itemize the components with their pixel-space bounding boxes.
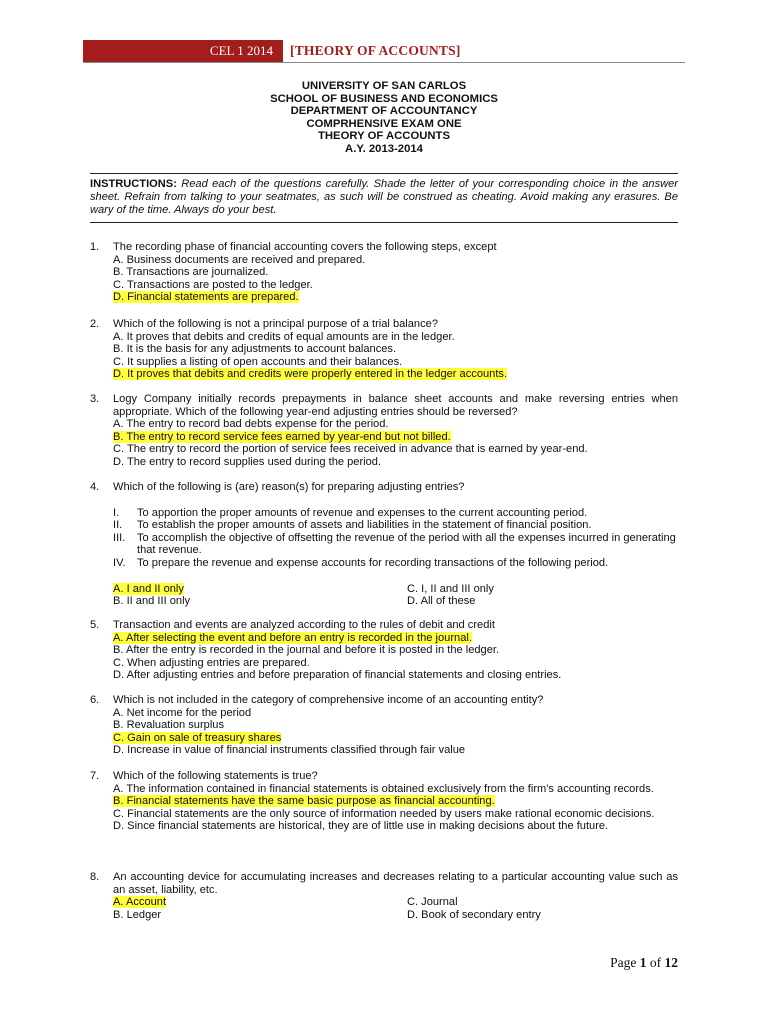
option-a: A. Net income for the period bbox=[113, 706, 252, 719]
options-grid bbox=[113, 896, 678, 921]
question-number: 7. bbox=[90, 770, 100, 782]
question-2 bbox=[90, 318, 678, 381]
list-item: II. To establish the proper amounts of assets and liabilities in the statement of financial position. bbox=[113, 519, 592, 532]
option-b: B. It is the basis for any adjustments to account balances. bbox=[113, 343, 397, 356]
question-number: 2. bbox=[90, 318, 100, 330]
question-7 bbox=[90, 770, 678, 833]
option-b-answer: B. The entry to record service fees earned by year-end but not billed. bbox=[113, 430, 451, 443]
option-a: A. The information contained in financial statements is obtained exclusively from the firm's accounting records. bbox=[113, 782, 654, 795]
question-text: Logy Company initially records prepayments in balance sheet accounts and make reversing entries when appropriate. Which of the following year-end adjusting entries should be reversed? bbox=[113, 393, 678, 418]
option-a-answer: A. I and II only bbox=[113, 582, 184, 595]
page-header bbox=[83, 40, 685, 63]
option-b: B. Ledger bbox=[113, 908, 162, 921]
option-b: B. After the entry is recorded in the journal and before it is posted in the ledger. bbox=[113, 644, 500, 657]
question-number: 5. bbox=[90, 619, 100, 631]
instructions-label: INSTRUCTIONS bbox=[90, 178, 174, 190]
option-c: C. When adjusting entries are prepared. bbox=[113, 656, 310, 669]
option-c: C. Financial statements are the only source of information needed by users make rational economic decisions. bbox=[113, 807, 655, 820]
option-d: D. All of these bbox=[407, 595, 476, 608]
list-item: IV. To prepare the revenue and expense accounts for recording transactions of the following period. bbox=[113, 556, 609, 569]
exam-title-block bbox=[0, 80, 768, 155]
option-b-answer: B. Financial statements have the same basic purpose as financial accounting. bbox=[113, 795, 495, 808]
header-title: [THEORY OF ACCOUNTS] bbox=[290, 43, 461, 58]
option-a-answer: A. Account bbox=[113, 896, 167, 909]
question-8 bbox=[90, 871, 678, 921]
question-number: 8. bbox=[90, 871, 100, 883]
list-item: I. To apportion the proper amounts of revenue and expenses to the current accounting period. bbox=[113, 506, 588, 519]
question-number: 3. bbox=[90, 393, 100, 405]
option-c: C. Journal bbox=[407, 896, 458, 909]
option-c: C. I, II and III only bbox=[407, 582, 494, 595]
option-d: D. After adjusting entries and before preparation of financial statements and closing entries. bbox=[113, 669, 562, 682]
options-grid bbox=[113, 583, 678, 608]
question-text: The recording phase of financial accounting covers the following steps, except bbox=[113, 241, 497, 253]
university-name: UNIVERSITY OF SAN CARLOS bbox=[301, 80, 467, 92]
option-c-answer: C. Gain on sale of treasury shares bbox=[113, 731, 282, 744]
department-name: DEPARTMENT OF ACCOUNTANCY bbox=[290, 105, 478, 117]
current-page: 1 bbox=[639, 955, 647, 970]
list-item: III. To accomplish the objective of offsetting the revenue of the period with all the expenses incurred in generating that revenue. bbox=[113, 531, 676, 557]
option-d-answer: D. Financial statements are prepared. bbox=[113, 291, 299, 304]
school-name: SCHOOL OF BUSINESS AND ECONOMICS bbox=[270, 92, 498, 105]
page-number: Page 1 of 12 bbox=[610, 955, 678, 970]
option-d: D. Increase in value of financial instruments classified through fair value bbox=[113, 744, 466, 757]
question-text: Which of the following is (are) reason(s) for preparing adjusting entries? bbox=[113, 481, 465, 493]
instructions-text: Read each of the questions carefully. Shade the letter of your corresponding choice in the answer sheet. Refrain from talking to your seatmates, as such will be construed as cheating. Avoid making any erasures. Be wary of the time. Always do your best. bbox=[90, 178, 678, 216]
question-text: Which of the following statements is true? bbox=[113, 770, 318, 782]
option-d-answer: D. It proves that debits and credits were properly entered in the ledger accounts. bbox=[113, 368, 508, 381]
question-number: 1. bbox=[90, 241, 100, 253]
question-text: An accounting device for accumulating increases and decreases relating to a particular accounting value such as an asset, liability, etc. bbox=[113, 871, 678, 896]
roman-list bbox=[113, 507, 678, 570]
question-text: Which is not included in the category of comprehensive income of an accounting entity? bbox=[113, 694, 544, 706]
option-b: B. Transactions are journalized. bbox=[113, 266, 269, 279]
option-a: A. The entry to record bad debts expense for the period. bbox=[113, 418, 389, 431]
question-number: 4. bbox=[90, 481, 100, 493]
course-code: CEL 1 2014 bbox=[209, 43, 273, 58]
question-4 bbox=[90, 481, 678, 608]
header-code-block bbox=[83, 40, 283, 62]
question-number: 6. bbox=[90, 694, 100, 706]
option-b: B. Revaluation surplus bbox=[113, 719, 224, 732]
question-text: Transaction and events are analyzed according to the rules of debit and credit bbox=[113, 619, 495, 631]
option-c: C. The entry to record the portion of service fees received in advance that is earned by year-end. bbox=[113, 443, 588, 456]
instructions-box: INSTRUCTIONS: Read each of the questions carefully. Shade the letter of your corresponding choice in the answer sheet. Refrain from talking to your seatmates, as such will be construed as cheating. Avoid making any erasures. Be wary of the time. Always do your best. bbox=[90, 173, 678, 223]
option-d: D. The entry to record supplies used during the period. bbox=[113, 455, 382, 468]
academic-year: A.Y. 2013-2014 bbox=[345, 142, 423, 155]
question-3 bbox=[90, 393, 678, 469]
option-a: A. It proves that debits and credits of equal amounts are in the ledger. bbox=[113, 330, 455, 343]
exam-name: COMPRHENSIVE EXAM ONE bbox=[306, 117, 462, 130]
total-pages: 12 bbox=[664, 955, 678, 970]
option-c: C. It supplies a listing of open accounts and their balances. bbox=[113, 355, 403, 368]
option-a: A. Business documents are received and prepared. bbox=[113, 253, 366, 266]
question-6 bbox=[90, 694, 678, 757]
option-d: D. Since financial statements are historical, they are of little use in making decisions about the future. bbox=[113, 820, 609, 833]
question-5 bbox=[90, 619, 678, 682]
option-c: C. Transactions are posted to the ledger. bbox=[113, 278, 313, 291]
option-d: D. Book of secondary entry bbox=[407, 908, 541, 921]
option-b: B. II and III only bbox=[113, 595, 191, 608]
question-text: Which of the following is not a principal purpose of a trial balance? bbox=[113, 318, 438, 330]
option-a-answer: A. After selecting the event and before an entry is recorded in the journal. bbox=[113, 631, 472, 644]
subject-name: THEORY OF ACCOUNTS bbox=[317, 130, 450, 142]
question-1 bbox=[90, 241, 678, 304]
